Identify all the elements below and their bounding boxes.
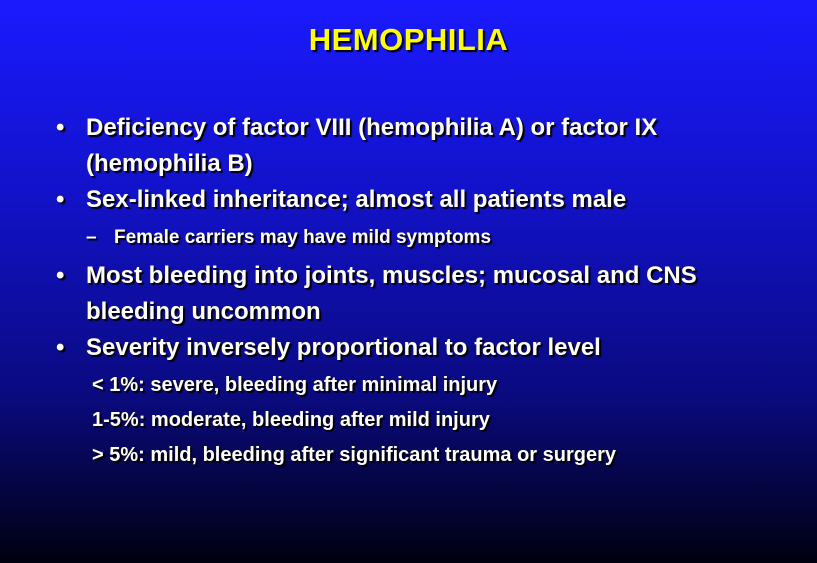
bullet-text: Deficiency of factor VIII (hemophilia A) or factor IX (hemophilia B)	[86, 114, 658, 177]
slide-content	[56, 110, 786, 473]
severity-levels	[92, 368, 786, 473]
bullet-text: Sex-linked inheritance; almost all patients male	[86, 186, 627, 213]
bullet-bleeding-sites	[56, 258, 786, 330]
bullet-inheritance	[56, 182, 786, 218]
bullet-text: Most bleeding into joints, muscles; mucosal and CNS bleeding uncommon	[86, 262, 697, 325]
severity-level-severe: < 1%: severe, bleeding after minimal injury	[92, 374, 498, 396]
severity-level-mild: > 5%: mild, bleeding after significant trauma or surgery	[92, 444, 617, 466]
bullet-severity	[56, 330, 786, 366]
sub-bullet-marker: –	[86, 227, 97, 248]
bullet-marker: •	[56, 262, 65, 289]
bullet-marker: •	[56, 186, 65, 213]
sub-bullet-text: Female carriers may have mild symptoms	[114, 227, 492, 248]
bullet-factor-deficiency	[56, 110, 786, 182]
bullet-marker: •	[56, 334, 65, 361]
slide-title: HEMOPHILIA	[308, 22, 509, 57]
bullet-marker: •	[56, 114, 65, 141]
sub-bullet-female-carriers	[86, 224, 786, 252]
bullet-text: Severity inversely proportional to factor level	[86, 334, 601, 361]
severity-level-moderate: 1-5%: moderate, bleeding after mild injury	[92, 409, 490, 431]
